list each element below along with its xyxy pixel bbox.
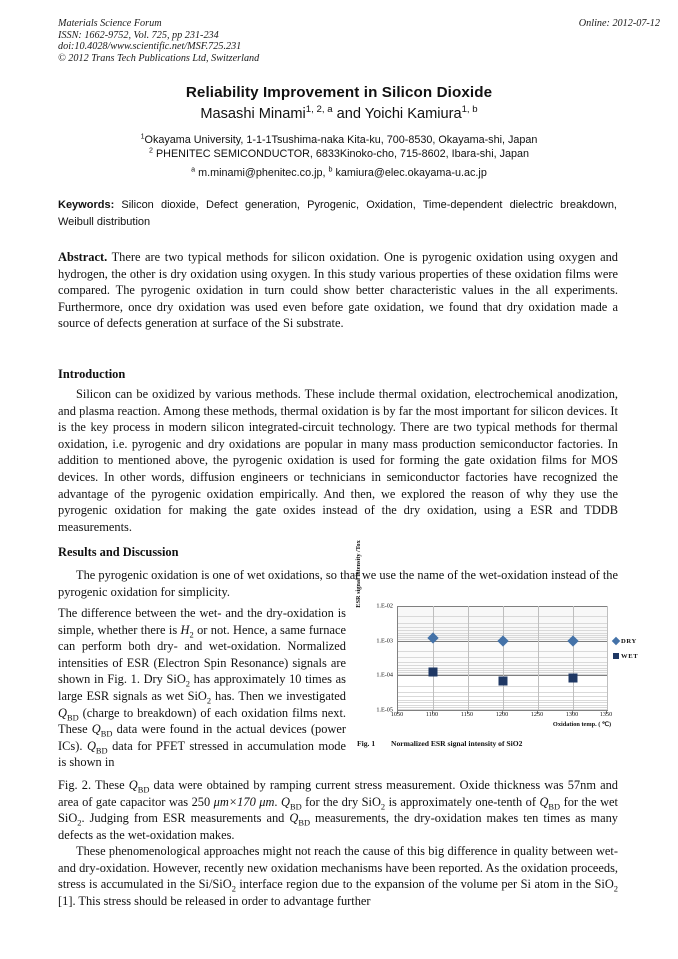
- results-heading: Results and Discussion: [58, 545, 179, 559]
- data-point-wet-1300: [569, 673, 578, 682]
- wrap-q2-sub: BD: [100, 728, 113, 739]
- author-joiner: and: [332, 106, 365, 122]
- wrap-s4: has. Then we investigated: [211, 688, 346, 703]
- figure-1-number: Fig. 1: [357, 739, 376, 748]
- gridline-vertical: [503, 606, 504, 710]
- abstract-block: [58, 249, 618, 332]
- wrap-q1: Q: [58, 705, 67, 720]
- gridline-vertical: [433, 606, 434, 710]
- legend-item-wet: [613, 652, 638, 660]
- t1-q1-sub: BD: [137, 784, 150, 795]
- author-2-affil-marker: 1, b: [461, 104, 478, 116]
- wrap-h2: H: [180, 622, 190, 637]
- figure-1-caption: [357, 739, 657, 748]
- keywords-block: [58, 197, 617, 230]
- x-tick-1150: 1150: [460, 711, 474, 718]
- results-paragraph-3: [58, 777, 618, 843]
- wrap-s3: has approximately 10 times as large ESR signals as wet SiO: [58, 672, 346, 703]
- t2-sub-a: 2: [231, 883, 236, 894]
- email-a-marker: a: [191, 165, 196, 174]
- author-emails: [0, 167, 678, 179]
- introduction-heading: Introduction: [58, 367, 126, 381]
- introduction-paragraph: Silicon can be oxidized by various methods. These include thermal oxidation, electrochemical anodization, and plasma reaction. Among these methods, thermal oxidation is by far the most important for silicon devices. It is the key process in modern silicon integrated-circuit technology. There are two typical methods for thermal oxidation, i.e. pyrogenic and dry oxidations are popular in many mass production semiconductor factories. In addition to mentioned above, the pyrogenic oxidation is used for forming the gate oxidation films for MOS devices. In other words, diffusion engineers or technicians in semiconductor factories have recognized the advantage of the pyrogenic oxidation empirically. And then, we explored the reason of why they use the pyrogenic oxidation for making the gate oxides instead of the dry oxidation, using a ESR and TDDB measurements.: [58, 387, 618, 534]
- wrap-q1-sub: BD: [66, 712, 79, 723]
- wrap-s1: The difference between the wet- and the dry-oxidation is simple, whether there is: [58, 606, 346, 637]
- affiliation-1-text: Okayama University, 1-1-1Tsushima-naka Kita-ku, 700-8530, Okayama-shi, Japan: [144, 134, 538, 146]
- paper-title: Reliability Improvement in Silicon Dioxide: [185, 84, 493, 101]
- wrap-s6: data were found in the actual devices (power ICs).: [58, 722, 347, 753]
- esr-chart: [355, 540, 657, 733]
- chart-plot-area: [397, 606, 608, 711]
- t1-q3: Q: [539, 794, 549, 809]
- t2-s2: interface region due to the expansion of the volume per Si atom in the SiO: [235, 877, 614, 892]
- affiliation-1: [0, 133, 678, 147]
- author-1-affil-marker: 1, 2, a: [305, 104, 333, 116]
- t1-s3: .: [274, 794, 281, 809]
- x-tick-1050: 1050: [390, 711, 404, 718]
- email-a: m.minami@phenitec.co.jp,: [195, 167, 329, 179]
- y-tick-1e-05: 1.E-05: [376, 706, 393, 714]
- affiliation-2: [0, 147, 678, 161]
- online-date: Online: 2012-07-12: [578, 18, 660, 29]
- legend-label-dry: DRY: [621, 637, 637, 645]
- wrap-q3: Q: [86, 738, 96, 753]
- affiliations: [0, 133, 678, 162]
- y-tick-1e-02: 1.E-02: [376, 602, 393, 610]
- author-1-name: Masashi Minami: [200, 106, 306, 122]
- wrap-s7: data for PFET stressed in accumulation mode is shown in: [58, 738, 346, 770]
- results-paragraph-4: [58, 843, 618, 909]
- gridline-vertical: [573, 606, 574, 710]
- y-tick-1e-03: 1.E-03: [376, 637, 393, 645]
- email-b: kamiura@elec.okayama-u.ac.jp: [332, 167, 487, 179]
- t1-sub-b: 2: [77, 817, 82, 828]
- chart-y-axis-title: ESR signal intensity /Tox: [355, 540, 362, 608]
- t1-s5: is approximately one-tenth of: [385, 794, 540, 809]
- copyright-line: © 2012 Trans Tech Publications Ltd, Switzerland: [58, 52, 260, 64]
- wrap-sub2a: 2: [185, 678, 191, 689]
- data-point-wet-1200: [499, 676, 508, 685]
- wrap-h2-sub: 2: [189, 629, 194, 640]
- figure-1-caption-text: Normalized ESR signal intensity of SiO2: [391, 739, 523, 748]
- chart-x-axis-title: Oxidation temp. ( ℃): [552, 721, 612, 728]
- t2-s3: [1]. This stress should be released in order to advantage further: [58, 893, 371, 908]
- t2-sub-b: 2: [613, 883, 619, 894]
- affiliation-2-marker: 2: [148, 146, 153, 155]
- keywords-text: Silicon dioxide, Defect generation, Pyrogenic, Oxidation, Time-dependent dielectric breakdown, Weibull distribution: [58, 199, 617, 228]
- t1-q4: Q: [289, 811, 299, 826]
- gridline-vertical: [468, 606, 469, 710]
- t1-s7: . Judging from ESR measurements and: [81, 811, 290, 826]
- legend-item-dry: [613, 637, 638, 645]
- t1-s1: Fig. 2. These: [58, 778, 129, 792]
- t1-q2: Q: [281, 794, 290, 809]
- results-paragraph-1: The pyrogenic oxidation is one of wet oxidations, so that we use the name of the wet-oxidation instead of the pyrogenic oxidation for simplicity.: [58, 568, 618, 599]
- x-tick-1200: 1200: [495, 711, 509, 718]
- author-line: [0, 106, 678, 122]
- journal-name: Materials Science Forum: [58, 18, 162, 29]
- t1-q4-sub: BD: [298, 817, 311, 828]
- t1-s8: measurements, the dry-oxidation makes ten times as many defects as the wet-oxidation makes.: [58, 811, 618, 842]
- square-marker-icon: [613, 653, 619, 659]
- t1-q3-sub: BD: [548, 801, 561, 812]
- t1-s4: for the dry SiO: [301, 794, 381, 809]
- x-tick-1300: 1300: [565, 711, 579, 718]
- legend-label-wet: WET: [621, 652, 639, 660]
- affiliation-1-marker: 1: [140, 132, 145, 141]
- data-point-wet-1100: [429, 668, 438, 677]
- wrap-s2: or not. Hence, a same furnace can perform both dry- and wet-oxidation. Normalized intensities of ESR (Electron Spin Resonance) signals are shown in Fig. 1. Dry SiO: [58, 622, 346, 687]
- t2-s1: These phenomenological approaches might not reach the cause of this big difference in quality between wet- and dry-oxidation. However, recently new oxidation mechanisms have been reported. As the oxidation proceeds, stress is accumulated in the Si/SiO: [58, 844, 618, 892]
- t1-q2-sub: BD: [289, 801, 302, 812]
- chart-y-ticks: [363, 601, 393, 714]
- y-tick-1e-04: 1.E-04: [376, 671, 393, 679]
- masthead: [58, 18, 670, 64]
- t1-s2: data were obtained by ramping current stress measurement. Oxide thickness was 57nm and area of gate capacitor was 250: [58, 778, 618, 809]
- gridline-vertical: [607, 606, 608, 710]
- gridline-vertical: [538, 606, 539, 710]
- abstract-text: There are two typical methods for silicon oxidation. One is pyrogenic oxidation using oxygen and hydrogen, the other is dry oxidation using oxygen. In this study various properties of these oxidation films were compared. The pyrogenic oxidation in turn could show better characteristic values in the all experiments. Furthermore, once dry oxidation was used even before gate oxidation, we found that dry oxidation made a source of defects generation at surface of the Si substrate.: [58, 250, 618, 331]
- email-b-marker: b: [328, 165, 333, 174]
- doi-line: doi:10.4028/www.scientific.net/MSF.725.231: [58, 41, 242, 53]
- affiliation-2-text: PHENITEC SEMICONDUCTOR, 6833Kinoko-cho, 715-8602, Ibara-shi, Japan: [152, 148, 530, 161]
- keywords-label: Keywords:: [58, 199, 115, 211]
- t1-s6: for the wet SiO: [58, 794, 618, 826]
- figure-1: [355, 540, 657, 761]
- x-tick-1100: 1100: [425, 711, 439, 718]
- wrap-q2: Q: [91, 722, 101, 737]
- chart-legend: [613, 637, 638, 667]
- t1-sub-a: 2: [380, 801, 386, 812]
- abstract-label: Abstract.: [58, 250, 108, 264]
- t1-mu1: μm×170 μm: [213, 794, 275, 809]
- results-paragraph-2: [58, 605, 346, 771]
- author-2-name: Yoichi Kamiura: [364, 106, 462, 122]
- issn-line: ISSN: 1662-9752, Vol. 725, pp 231-234: [58, 29, 219, 41]
- wrap-s5: (charge to breakdown) of each oxidation films next. These: [58, 705, 346, 737]
- diamond-marker-icon: [612, 637, 620, 645]
- x-tick-1250: 1250: [530, 711, 544, 718]
- t1-q1: Q: [128, 778, 138, 792]
- x-tick-1350: 1350: [599, 711, 613, 718]
- wrap-q3-sub: BD: [95, 745, 108, 756]
- wrap-sub2b: 2: [206, 695, 212, 706]
